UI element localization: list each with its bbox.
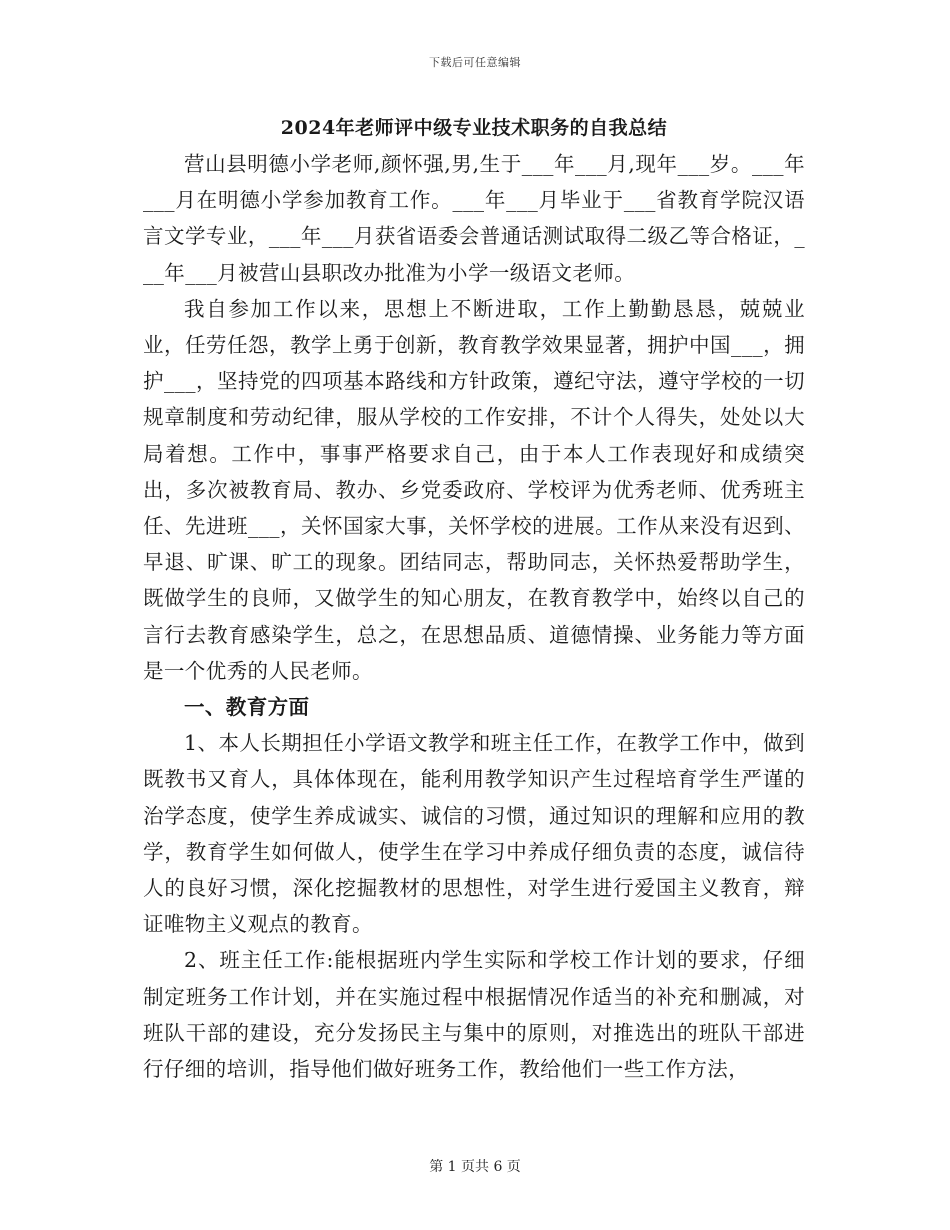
page-footer: 第 1 页共 6 页 [429, 1159, 521, 1175]
section-heading-education: 一、教育方面 [184, 695, 310, 720]
paragraph-teaching: 1、本人长期担任小学语文教学和班主任工作，在教学工作中，做到既教书又育人，具体体现在，能利用教学知识产生过程培育学生严谨的治学态度，使学生养成诚实、诚信的习惯，通过知识的理解和应用的教学，教育学生如何做人，使学生在学习中养成仔细负责的态度，诚信待人的良好习惯，深化挖掘教材的思想性，对学生进行爱国主义教育，辩证唯物主义观点的教育。 [143, 731, 805, 937]
paragraph-head-teacher: 2、班主任工作:能根据班内学生实际和学校工作计划的要求，仔细制定班务工作计划，并在实施过程中根据情况作适当的补充和删减，对班队干部的建设，充分发扬民主与集中的原则，对推选出的班队干部进行仔细的培训，指导他们做好班务工作，教给他们一些工作方法， [143, 948, 805, 1082]
paragraph-performance: 我自参加工作以来，思想上不断进取，工作上勤勤恳恳，兢兢业业，任劳任怨，教学上勇于创新，教育教学效果显著，拥护中国___，拥护___，坚持党的四项基本路线和方针政策，遵纪守法，遵守学校的一切规章制度和劳动纪律，服从学校的工作安排，不计个人得失，处处以大局着想。工作中，事事严格要求自己，由于本人工作表现好和成绩突出，多次被教育局、教办、乡党委政府、学校评为优秀老师、优秀班主任、先进班___，关怀国家大事，关怀学校的进展。工作从来没有迟到、早退、旷课、旷工的现象。团结同志，帮助同志，关怀热爱帮助学生，既做学生的良师，又做学生的知心朋友，在教育教学中，始终以自己的言行去教育感染学生，总之，在思想品质、道德情操、业务能力等方面是一个优秀的人民老师。 [143, 296, 805, 683]
header-note: 下载后可任意编辑 [429, 56, 521, 69]
document-body [143, 114, 805, 1087]
document-title: 2024年老师评中级专业技术职务的自我总结 [280, 117, 668, 139]
paragraph-intro: 营山县明德小学老师,颜怀强,男,生于___年___月,现年___岁。___年___月在明德小学参加教育工作。___年___月毕业于___省教育学院汉语言文学专业，___年___月获省语委会普通话测试取得二级乙等合格证，___年___月被营山县职改办批准为小学一级语文老师。 [143, 152, 805, 285]
